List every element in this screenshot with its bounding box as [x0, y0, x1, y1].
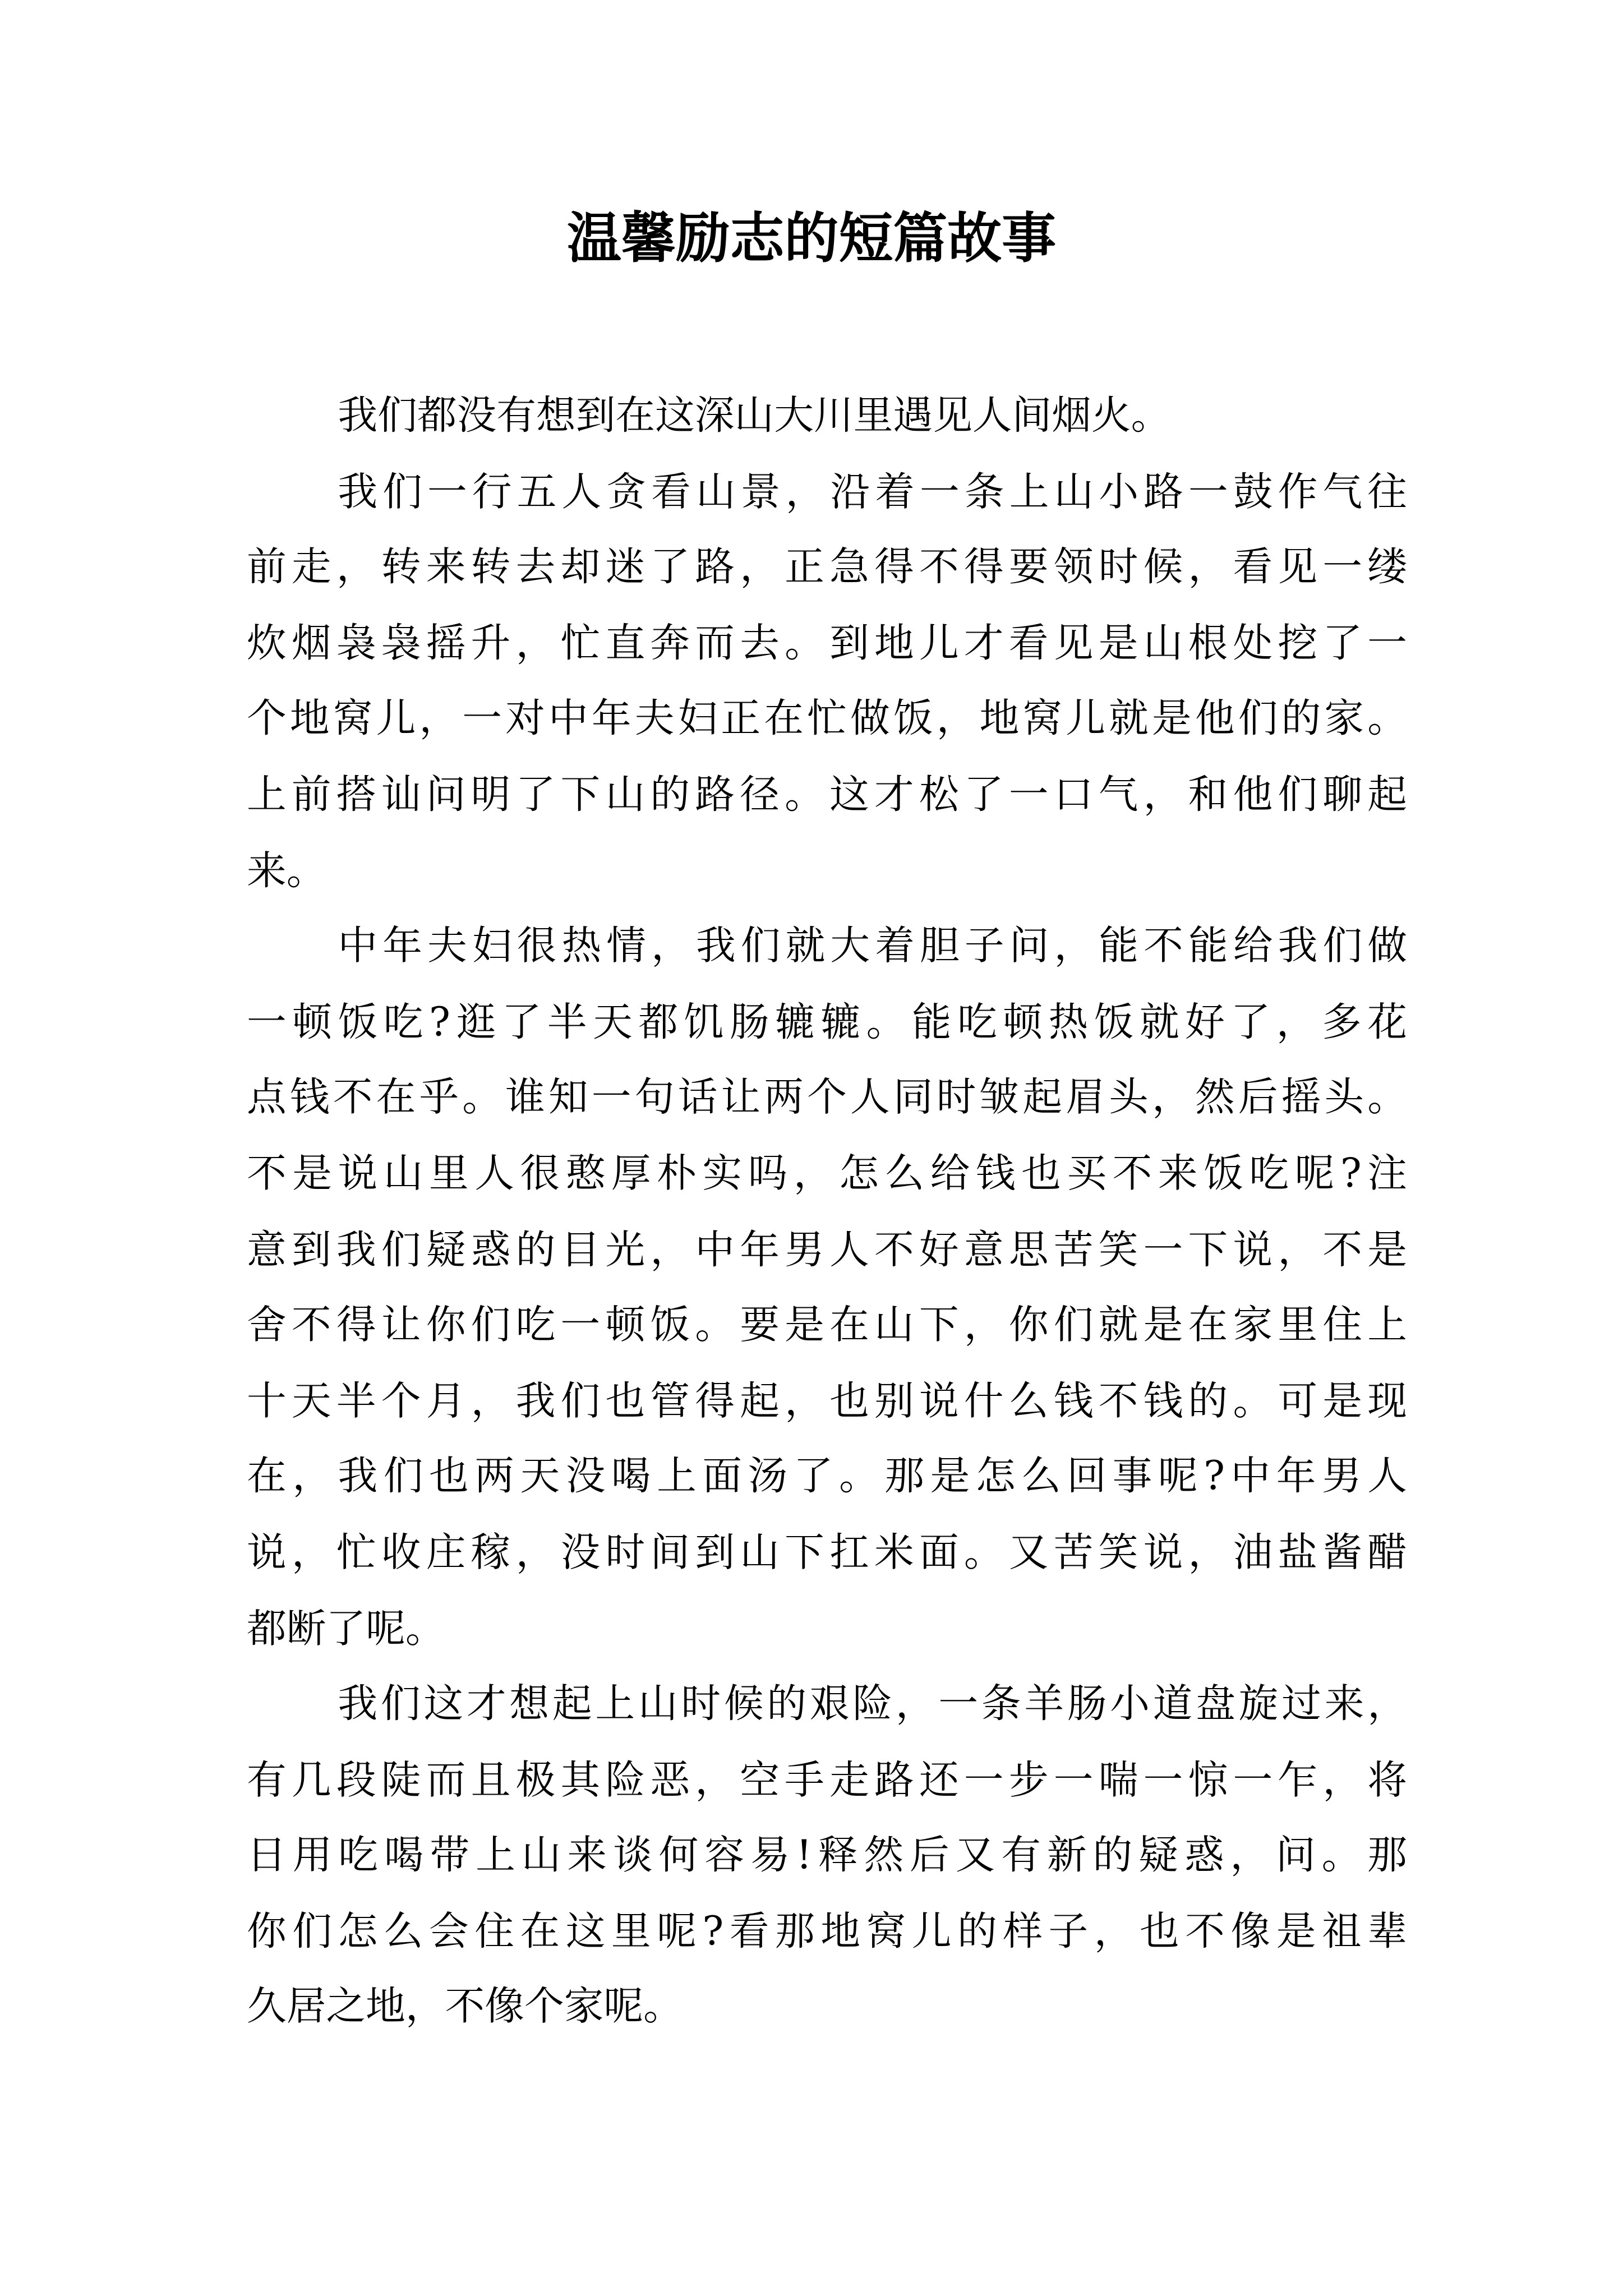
text-line: 舍不得让你们吃一顿饭。要是在山下，你们就是在家里住上 [246, 1303, 1408, 1349]
text-line: 我们一行五人贪看山景，沿着一条上山小路一鼓作气往 [338, 469, 1408, 515]
paragraph [247, 1667, 1407, 2046]
text-line: 一顿饭吃?逛了半天都饥肠辘辘。能吃顿热饭就好了，多花 [246, 999, 1408, 1046]
text-line: 都断了呢。 [246, 1606, 445, 1652]
text-line: 日用吃喝带上山来谈何容易!释然后又有新的疑惑，问。那 [246, 1833, 1408, 1879]
text-line: 来。 [246, 848, 326, 894]
text-line: 炊烟袅袅摇升，忙直奔而去。到地儿才看见是山根处挖了一 [246, 621, 1408, 667]
text-line: 个地窝儿，一对中年夫妇正在忙做饭，地窝儿就是他们的家。 [246, 697, 1408, 743]
text-line: 有几段陡而且极其险恶，空手走路还一步一喘一惊一乍，将 [246, 1758, 1408, 1804]
text-line: 十天半个月，我们也管得起，也别说什么钱不钱的。可是现 [246, 1378, 1408, 1424]
text-line: 前走，转来转去却迷了路，正急得不得要领时候，看见一缕 [246, 545, 1408, 591]
text-line: 我们这才想起上山时候的艰险，一条羊肠小道盘旋过来， [338, 1682, 1408, 1728]
document-body [247, 379, 1407, 2046]
paragraph [247, 379, 1407, 455]
text-line: 不是说山里人很憨厚朴实吗，怎么给钱也买不来饭吃呢?注 [246, 1151, 1408, 1197]
text-line: 你们怎么会住在这里呢?看那地窝儿的样子，也不像是祖辈 [246, 1909, 1408, 1955]
text-line: 我们都没有想到在这深山大川里遇见人间烟火。 [338, 393, 1171, 440]
paragraph [247, 910, 1407, 1667]
text-line: 在，我们也两天没喝上面汤了。那是怎么回事呢?中年男人 [246, 1454, 1408, 1500]
text-line: 久居之地，不像个家呢。 [246, 1985, 683, 2031]
text-line: 说，忙收庄稼，没时间到山下扛米面。又苦笑说，油盐酱醋 [246, 1530, 1408, 1576]
paragraph [247, 455, 1407, 910]
text-line: 中年夫妇很热情，我们就大着胆子问，能不能给我们做 [338, 924, 1408, 970]
document-title: 温馨励志的短篇故事 [566, 205, 1057, 270]
text-line: 上前搭讪问明了下山的路径。这才松了一口气，和他们聊起 [246, 772, 1408, 818]
text-line: 意到我们疑惑的目光，中年男人不好意思苦笑一下说，不是 [246, 1227, 1408, 1273]
text-line: 点钱不在乎。谁知一句话让两个人同时皱起眉头，然后摇头。 [246, 1076, 1408, 1122]
